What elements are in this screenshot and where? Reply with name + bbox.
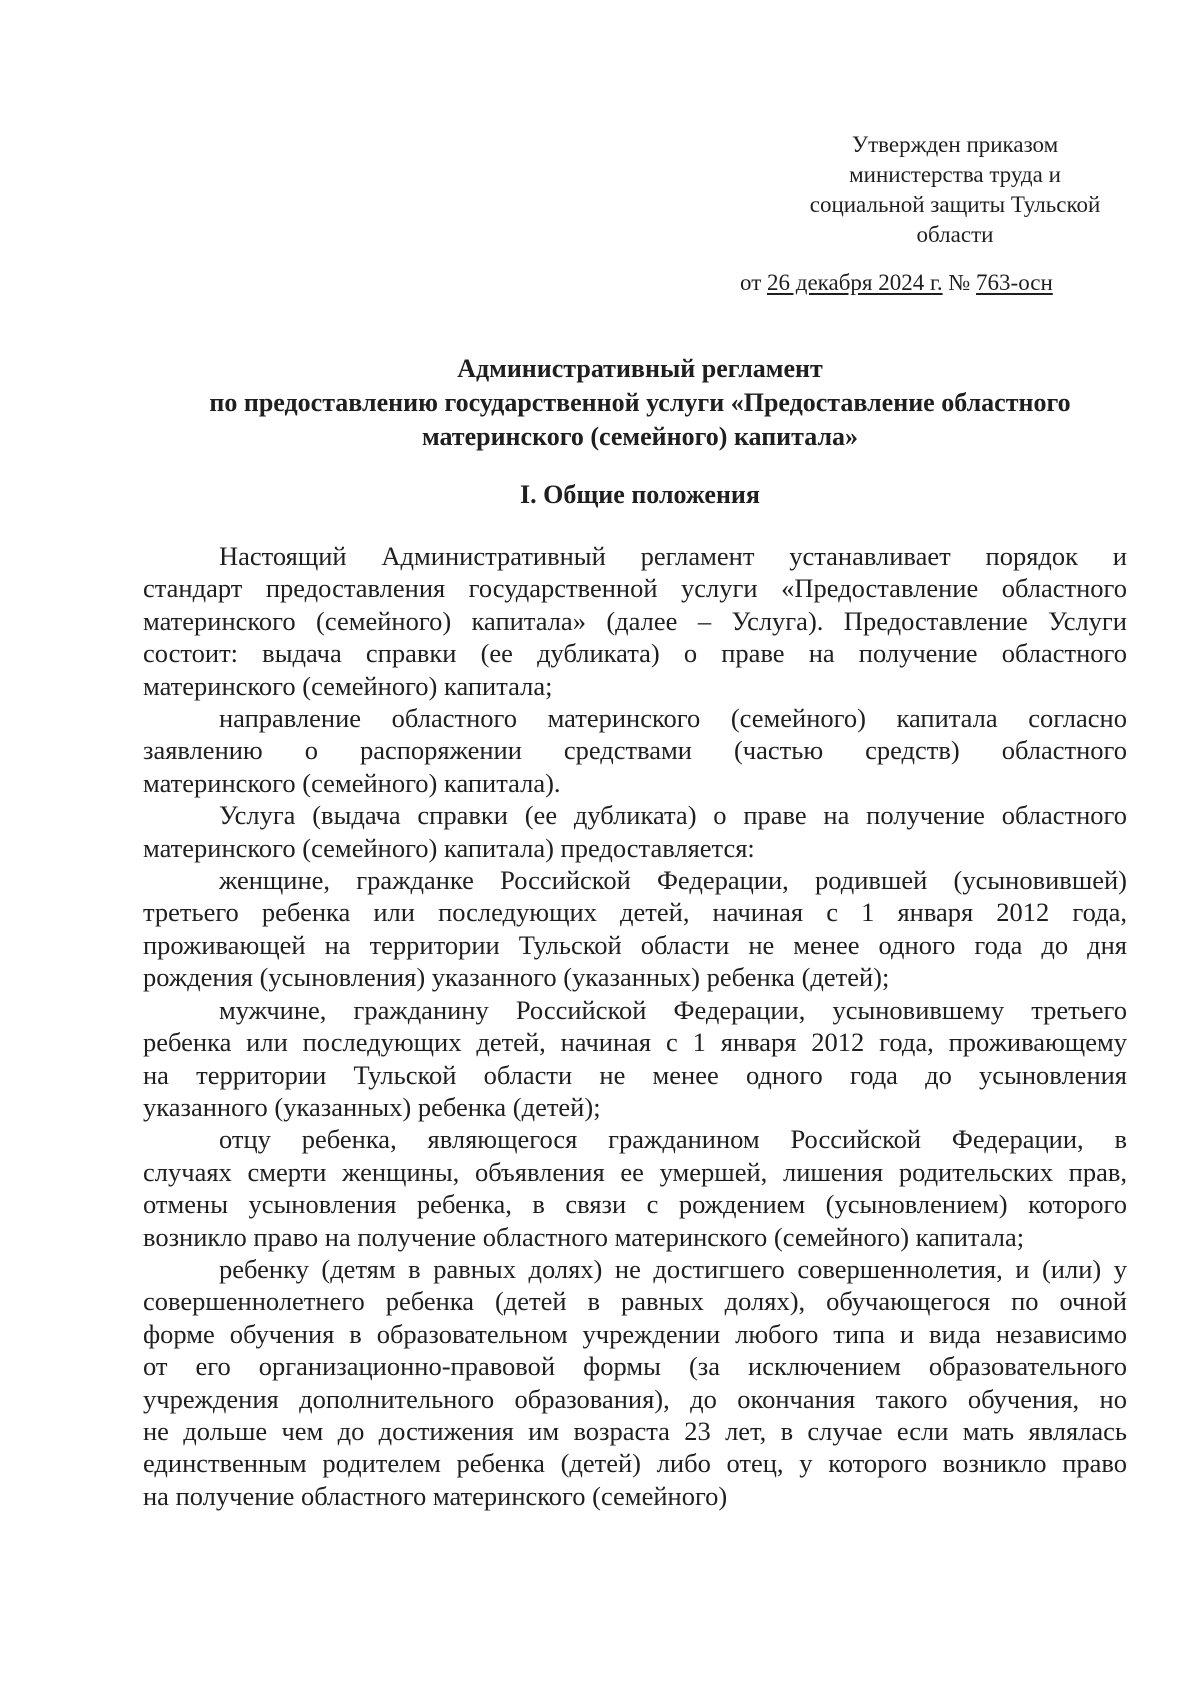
approval-line: социальной защиты Тульской — [809, 192, 1101, 217]
body-line: Услуга (выдача справки (ее дубликата) о праве на получение областного — [219, 800, 1127, 831]
body-line: материнского (семейного) капитала). — [143, 767, 561, 798]
body-line: отцу ребенка, являющегося гражданином Российской Федерации, в — [219, 1124, 1127, 1155]
body-line: единственным родителем ребенка (детей) либо отец, у которого возникло право — [143, 1448, 1127, 1479]
body-line: ребенка или последующих детей, начиная с 1 января 2012 года, проживающему — [143, 1027, 1127, 1058]
title-line: Административный регламент — [457, 354, 823, 383]
body-line: третьего ребенка или последующих детей, начиная с 1 января 2012 года, — [143, 897, 1127, 928]
body-line: состоит: выдача справки (ее дубликата) о праве на получение областного — [143, 638, 1127, 669]
body-line: женщине, гражданке Российской Федерации, родившей (усыновившей) — [219, 865, 1127, 896]
title-line: материнского (семейного) капитала» — [421, 422, 859, 451]
body-line: возникло право на получение областного материнского (семейного) капитала; — [143, 1221, 1025, 1252]
body-line: отмены усыновления ребенка, в связи с рождением (усыновлением) которого — [143, 1189, 1127, 1220]
body-line: на получение областного материнского (семейного) — [143, 1480, 728, 1511]
body-line: от его организационно-правовой формы (за исключением образовательного — [143, 1351, 1127, 1382]
title-line: по предоставлению государственной услуги «Предоставление областного — [209, 388, 1071, 417]
order-date: 26 декабря 2024 г. — [767, 270, 943, 295]
body-line: не дольше чем до достижения им возраста 23 лет, в случае если мать являлась — [143, 1415, 1127, 1446]
document-title — [150, 352, 1130, 454]
approval-line: области — [916, 222, 994, 247]
body-line: ребенку (детям в равных долях) не достигшего совершеннолетия, и (или) у — [219, 1253, 1127, 1284]
body-line: учреждения дополнительного образования), до окончания такого обучения, но — [143, 1383, 1127, 1414]
body-line: материнского (семейного) капитала; — [143, 670, 553, 701]
body-line: Настоящий Административный регламент устанавливает порядок и — [219, 541, 1127, 571]
body-line: стандарт предоставления государственной услуги «Предоставление областного — [143, 573, 1127, 604]
order-number-sign: № — [942, 270, 977, 295]
body-line: форме обучения в образовательном учреждении любого типа и вида независимо — [143, 1318, 1127, 1349]
approval-line: Утвержден приказом — [851, 132, 1059, 157]
body-line: материнского (семейного) капитала) предоставляется: — [143, 832, 755, 863]
body-line: проживающей на территории Тульской области не менее одного года до дня — [143, 929, 1127, 960]
order-prefix: от — [740, 270, 767, 295]
body-line: на территории Тульской области не менее одного года до усыновления — [143, 1059, 1127, 1090]
body-line: направление областного материнского (семейного) капитала согласно — [219, 703, 1127, 734]
approval-line: министерства труда и — [849, 162, 1061, 187]
body-line: материнского (семейного) капитала» (далее – Услуга). Предоставление Услуги — [143, 605, 1127, 636]
body-line: мужчине, гражданину Российской Федерации, усыновившему третьего — [219, 994, 1127, 1025]
order-number: 763-осн — [976, 270, 1053, 295]
body-line: рождения (усыновления) указанного (указанных) ребенка (детей); — [143, 962, 890, 993]
body-line: случаях смерти женщины, объявления ее умершей, лишения родительских прав, — [143, 1156, 1127, 1187]
body-line: заявлению о распоряжении средствами (частью средств) областного — [143, 735, 1127, 766]
section-heading: I. Общие положения — [520, 480, 760, 509]
document-body — [143, 540, 1127, 1512]
order-reference — [740, 268, 1130, 298]
body-line: совершеннолетнего ребенка (детей в равных долях), обучающегося по очной — [143, 1286, 1127, 1317]
approval-stamp — [790, 130, 1120, 250]
body-line: указанного (указанных) ребенка (детей); — [143, 1091, 601, 1122]
